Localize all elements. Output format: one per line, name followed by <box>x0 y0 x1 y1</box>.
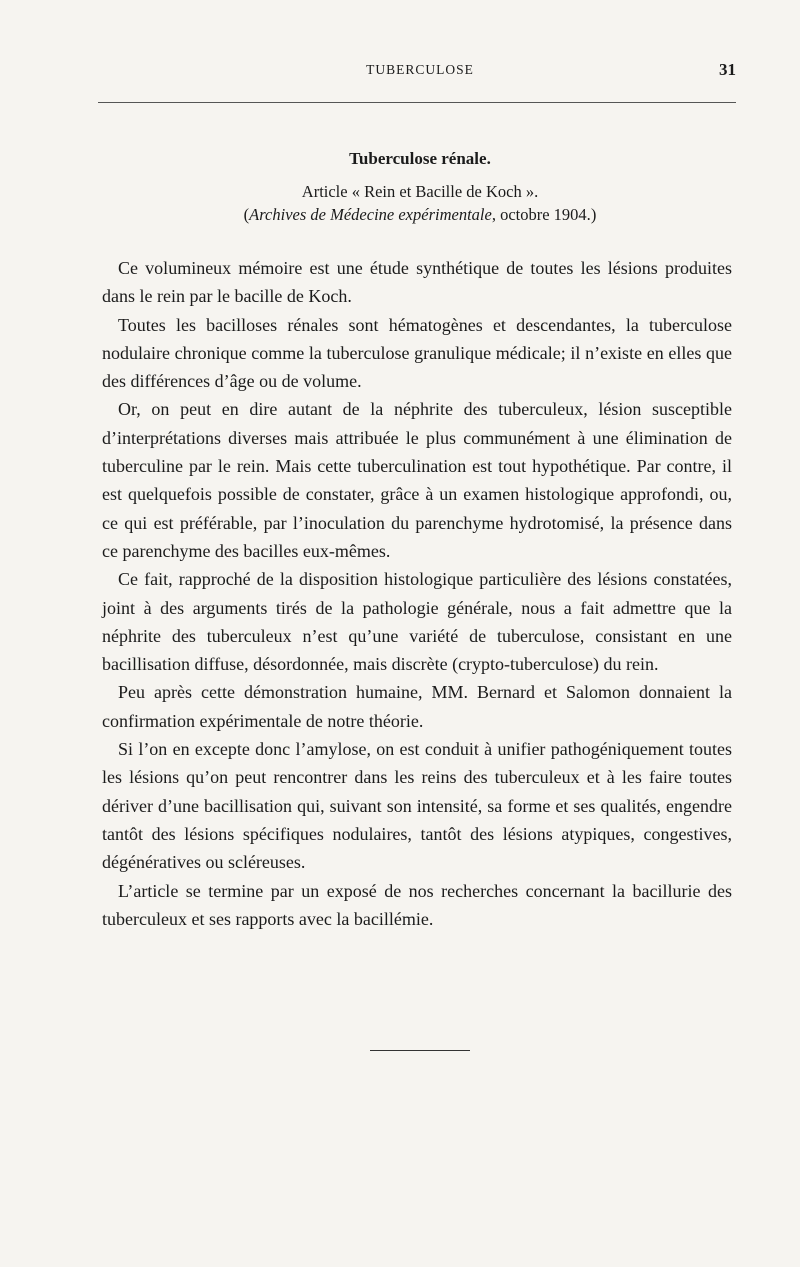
header-rule <box>98 102 736 103</box>
section-title: Tuberculose rénale. <box>349 149 491 168</box>
running-title: TUBERCULOSE <box>366 62 474 77</box>
running-head <box>100 62 740 82</box>
source-date: , octobre 1904. <box>491 205 591 224</box>
source-journal: Archives de Médecine expérimentale <box>249 205 492 224</box>
end-rule <box>370 1050 470 1051</box>
paragraph: Ce fait, rapproché de la disposition histologique particulière des lésions constatées, joint à des arguments tirés de la pathologie générale, nous a fait admettre que la néphrite des tuberculeux n’est qu’une variété de tuberculose, consistant en une bacillisation diffuse, désordonnée, mais discrète (crypto-tuberculose) du rein. <box>102 569 732 675</box>
paragraph: Ce volumineux mémoire est une étude synthétique de toutes les lésions produites dans le rein par le bacille de Koch. <box>102 258 732 307</box>
body-text <box>102 254 732 933</box>
paragraph: Peu après cette démonstration humaine, MM. Bernard et Salomon donnaient la confirmation expérimentale de notre théorie. <box>102 682 732 731</box>
source-citation: (Archives de Médecine expérimentale, octobre 1904.) <box>243 205 597 224</box>
paragraph: L’article se termine par un exposé de nos recherches concernant la bacillurie des tuberculeux et ses rapports avec la bacillémie. <box>102 880 732 929</box>
paragraph: Toutes les bacilloses rénales sont hématogènes et descendantes, la tuberculose nodulaire chronique comme la tuberculose granulique médicale; il n’existe en elles que des différences d’âge ou de volume. <box>102 314 732 392</box>
page-number: 31 <box>719 60 736 79</box>
article-reference: Article « Rein et Bacille de Koch ». <box>301 182 539 201</box>
paragraph: Or, on peut en dire autant de la néphrite des tuberculeux, lésion susceptible d’interprétations diverses mais attribuée le plus communément à une élimination de tuberculine par le rein. Mais cette tuberculination est tout hypothétique. Par contre, il est quelquefois possible de constater, grâce à un examen histologique approfondi, ou, ce qui est préférable, par l’inoculation du parenchyme hydrotomisé, la présence dans ce parenchyme des bacilles eux-mêmes. <box>102 399 732 561</box>
paragraph: Si l’on en excepte donc l’amylose, on est conduit à unifier pathogéniquement toutes les lésions qu’on peut rencontrer dans les reins des tuberculeux et à les faire toutes dériver d’une bacillisation qui, suivant son intensité, sa forme et ses qualités, engendre tantôt des lésions spécifiques nodulaires, tantôt des lésions atypiques, congestives, dégénératives ou scléreuses. <box>102 739 732 873</box>
